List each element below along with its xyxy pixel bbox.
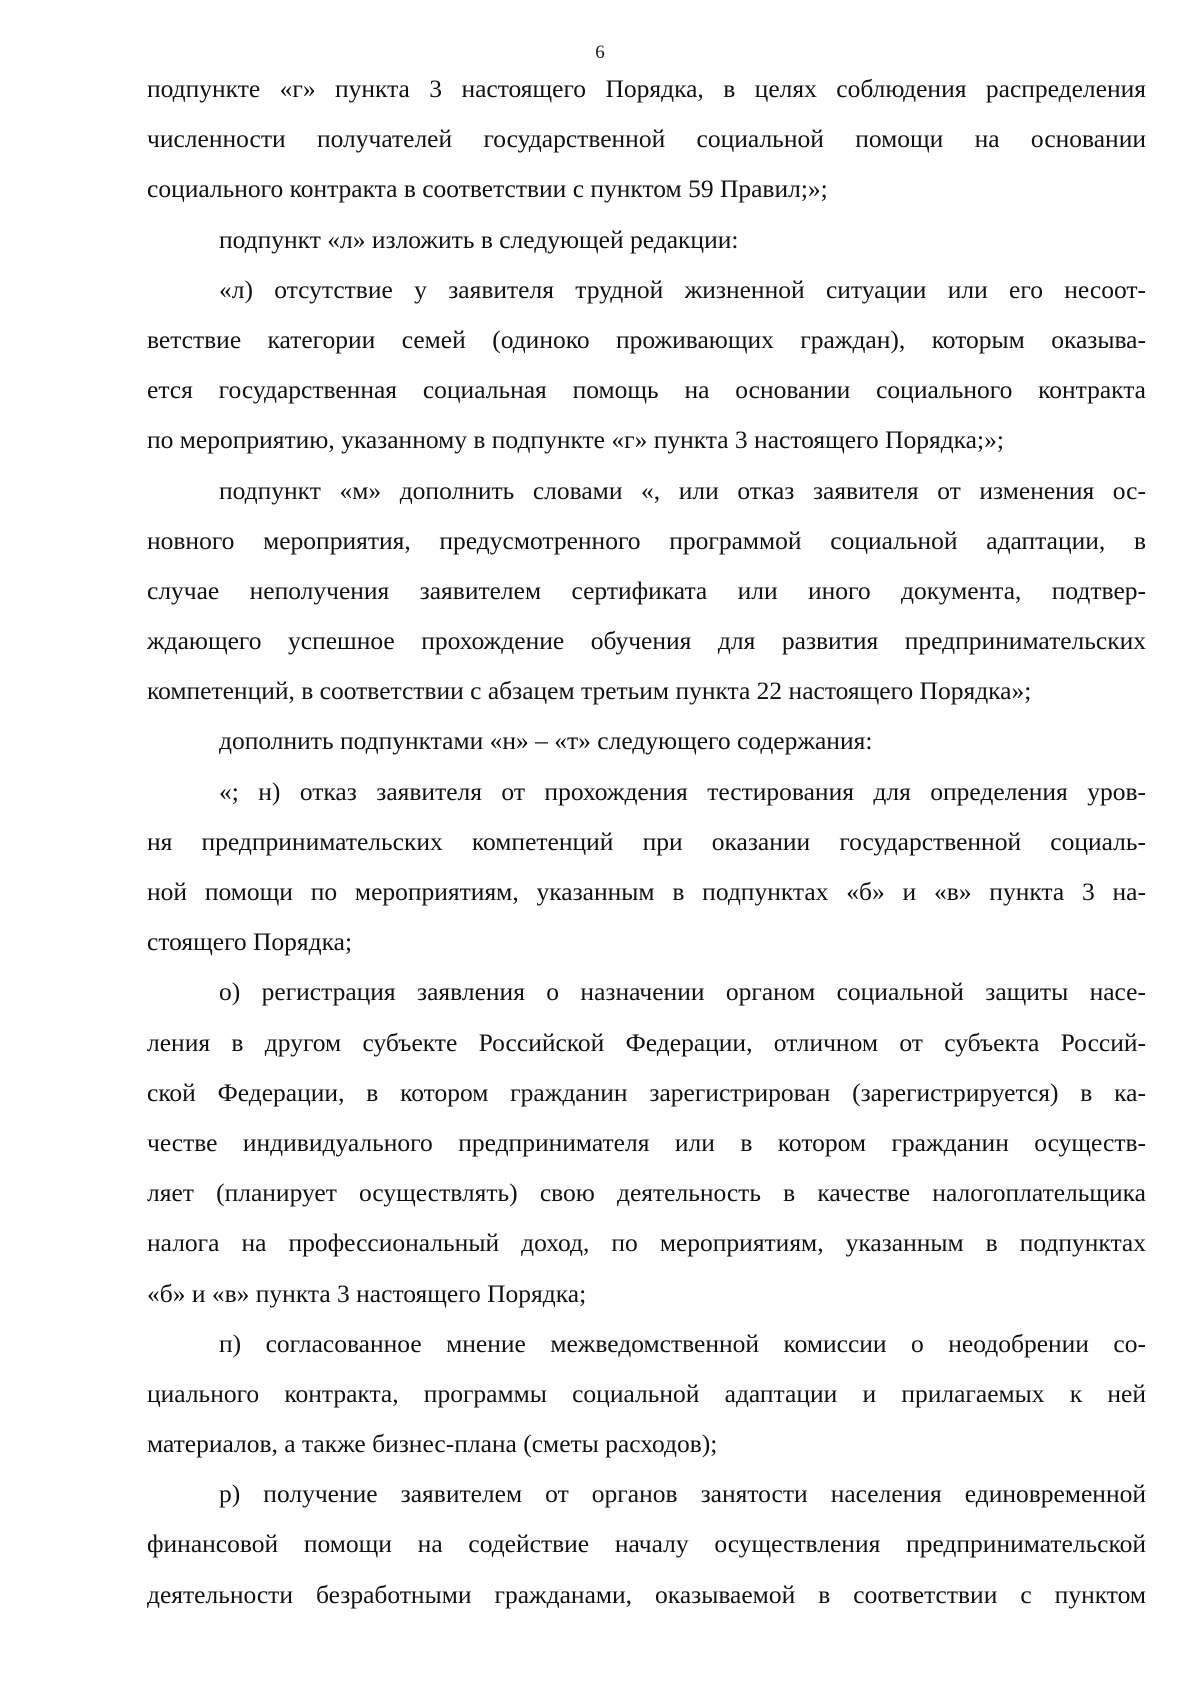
text-line: случае неполучения заявителем сертификата или иного документа, подтвер- <box>147 575 1146 605</box>
text-line: п) согласованное мнение межведомственной комиссии о неодобрении со- <box>219 1328 1146 1358</box>
text-line: стоящего Порядка; <box>147 927 353 957</box>
text-line: деятельности безработными гражданами, оказываемой в соответствии с пунктом <box>147 1579 1146 1609</box>
text-line: честве индивидуального предпринимателя или в котором гражданин осуществ- <box>147 1127 1146 1157</box>
text-line: численности получателей государственной социальной помощи на основании <box>147 124 1146 154</box>
text-line: ления в другом субъекте Российской Федерации, отличном от субъекта Россий- <box>147 1027 1146 1057</box>
text-line: р) получение заявителем от органов занятости населения единовременной <box>219 1479 1146 1509</box>
text-line: о) регистрация заявления о назначении органом социальной защиты насе- <box>219 977 1146 1007</box>
text-line: новного мероприятия, предусмотренного программой социальной адаптации, в <box>147 525 1146 555</box>
text-line: ветствие категории семей (одиноко проживающих граждан), которым оказыва- <box>147 324 1146 354</box>
text-line: циального контракта, программы социальной адаптации и прилагаемых к ней <box>147 1378 1146 1408</box>
text-line: ской Федерации, в котором гражданин зарегистрирован (зарегистрируется) в ка- <box>147 1077 1146 1107</box>
text-line: «б» и «в» пункта 3 настоящего Порядка; <box>147 1278 587 1308</box>
text-line: «; н) отказ заявителя от прохождения тестирования для определения уров- <box>219 776 1146 806</box>
text-line: налога на профессиональный доход, по мероприятиям, указанным в подпунктах <box>147 1228 1146 1258</box>
text-line: подпункт «л» изложить в следующей редакции: <box>219 224 739 254</box>
text-line: «л) отсутствие у заявителя трудной жизненной ситуации или его несоот- <box>219 274 1146 304</box>
text-line: ляет (планирует осуществлять) свою деятельность в качестве налогоплательщика <box>147 1178 1146 1208</box>
text-line: ждающего успешное прохождение обучения для развития предпринимательских <box>147 626 1146 656</box>
text-line: подпункт «м» дополнить словами «, или отказ заявителя от изменения ос- <box>219 475 1146 505</box>
text-line: социального контракта в соответствии с пунктом 59 Правил;»; <box>147 174 828 204</box>
text-line: финансовой помощи на содействие началу осуществления предпринимательской <box>147 1529 1146 1559</box>
text-line: по мероприятию, указанному в подпункте «г» пункта 3 настоящего Порядка;»; <box>147 425 1004 455</box>
text-line: ной помощи по мероприятиям, указанным в подпунктах «б» и «в» пункта 3 на- <box>147 877 1146 906</box>
text-line: компетенций, в соответствии с абзацем третьим пункта 22 настоящего Порядка»; <box>147 676 1032 706</box>
text-line: подпункте «г» пункта 3 настоящего Порядка, в целях соблюдения распределения <box>147 74 1146 103</box>
document-body <box>147 64 1146 1620</box>
text-line: ется государственная социальная помощь на основании социального контракта <box>147 375 1146 405</box>
text-line: дополнить подпунктами «н» – «т» следующего содержания: <box>219 726 873 756</box>
text-line: ня предпринимательских компетенций при оказании государственной социаль- <box>147 826 1146 856</box>
page-number: 6 <box>595 42 605 63</box>
text-line: материалов, а также бизнес-плана (сметы расходов); <box>147 1429 718 1459</box>
